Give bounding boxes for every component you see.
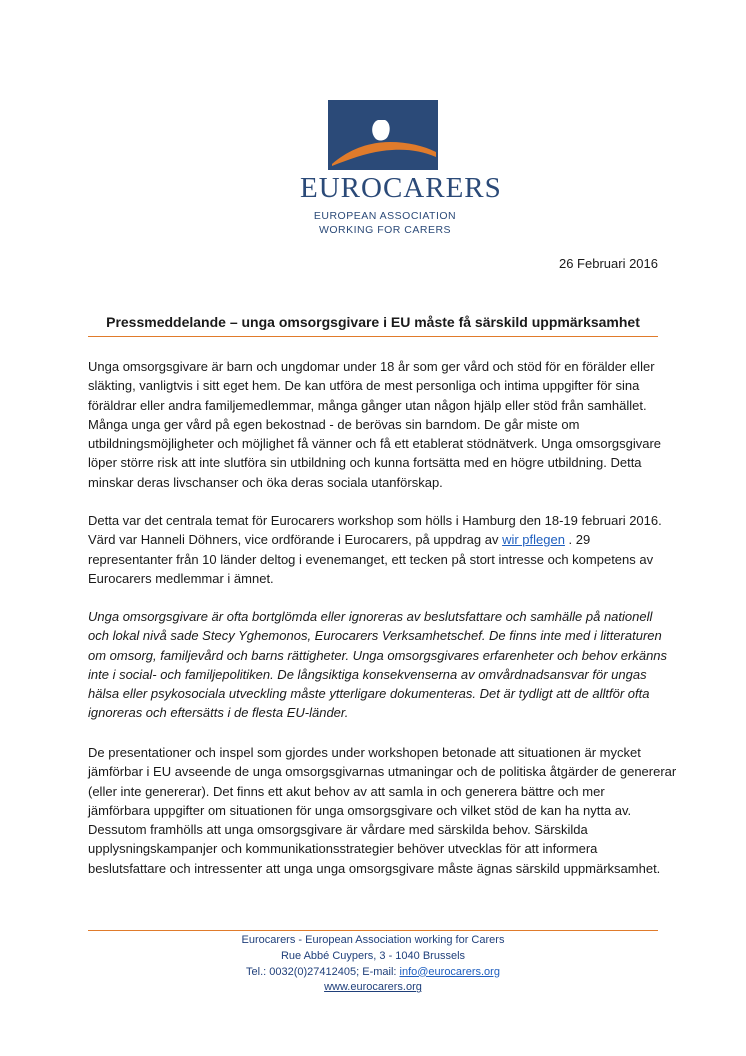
logo-white-head <box>372 120 390 140</box>
footer-phone: Tel.: 0032(0)27412405; E-mail: <box>246 965 400 978</box>
paragraph-line: om omsorg, familjevård och barns rättigheter. Unga omsorgsgivares erfarenheter och behov erkänns <box>88 647 668 663</box>
paragraph-line: Detta var det centrala temat för Eurocarers workshop som hölls i Hamburg den 18-19 februari 2016. <box>88 513 662 528</box>
eurocarers-logo <box>300 100 502 240</box>
paragraph-text: Värd var Hanneli Döhners, vice ordförande i Eurocarers, på uppdrag av <box>88 532 503 548</box>
paragraph-text: . 29 <box>564 532 591 548</box>
website-link[interactable]: www.eurocarers.org <box>324 981 422 994</box>
paragraph-line: Dessutom framhölls att unga omsorgsgivare är vårdare med särskilda behov. Särskilda <box>88 822 588 838</box>
logo-tagline-2: WORKING FOR CARERS <box>318 224 452 236</box>
paragraph-line: Många unga ger vård på egen bekostnad - de berövas sin barndom. De går miste om <box>88 416 580 432</box>
wir-pflegen-link[interactable]: wir pflegen <box>502 532 565 548</box>
paragraph-line: upplysningskampanjer och kommunikationsstrategier behöver utvecklas för att informera <box>88 841 598 857</box>
email-link[interactable]: info@eurocarers.org <box>399 965 500 978</box>
paragraph-line: minskar deras livschanser och öka deras sociala utanförskap. <box>88 474 443 490</box>
paragraph-1 <box>88 357 662 492</box>
paragraph-line: Unga omsorgsgivare är ofta bortglömda eller ignoreras av beslutsfattare och samhälle på nationell <box>88 609 653 624</box>
paragraph-line: utbildningsmöjligheter och möjlighet få vänner och få ett etablerat stödnätverk. Unga omsorgsgivare <box>88 436 662 452</box>
footer <box>88 933 658 996</box>
footer-contact <box>88 965 658 981</box>
paragraph-line: Unga omsorgsgivare är barn och ungdomar under 18 år som ger vård och stöd för en förälder eller <box>88 359 655 374</box>
title-divider <box>88 336 658 337</box>
logo-wordmark: EUROCARERS <box>300 172 502 204</box>
paragraph-line: (eller inte genererar). Det finns ett akut behov av att samla in och generera bättre och mer <box>88 783 605 799</box>
paragraph-line: och lokal nivå sade Stecy Yghemonos, Eurocarers Verksamhetschef. De finns inte med i litteraturen <box>88 628 662 644</box>
press-date: 26 Februari 2016 <box>558 256 658 271</box>
paragraph-2 <box>88 511 662 588</box>
paragraph-line: jämförbara uppgifter om situationen för unga omsorgsgivare och vilket stöd de kan ha nytta av. <box>88 802 632 818</box>
footer-divider <box>88 930 658 931</box>
paragraph-3-quote <box>88 607 668 723</box>
paragraph-line: representanter från 10 länder deltog i evenemanget, ett tecken på stort intresse och kompetens av <box>88 551 654 567</box>
paragraph-line: släkting, vanligtvis i sitt eget hem. De kan utföra de mest personliga och intima uppgifter för sina <box>88 378 640 394</box>
paragraph-4 <box>88 743 677 878</box>
eurocarers-logo-mark-icon <box>328 100 438 170</box>
paragraph-line: föräldrar eller andra familjemedlemmar, många gånger utan någon hjälp eller stöd från samhället. <box>88 397 647 413</box>
logo-tagline-1: EUROPEAN ASSOCIATION <box>313 210 457 222</box>
paragraph-line: löper större risk att inte slutföra sin utbildning och kunna fortsätta med en högre utbildning. Detta <box>88 455 642 471</box>
footer-website-line <box>88 980 658 996</box>
paragraph-line: inte i social- och familjepolitiken. De långsiktiga konsekvenserna av omvårdnadsansvar för ungas <box>88 666 647 682</box>
paragraph-line: ignoreras och eftersätts i de flesta EU-länder. <box>88 705 349 721</box>
paragraph-line <box>88 530 658 549</box>
paragraph-line: beslutsfattare och intressenter att unga unga omsorgsgivare måste ägnas särskild uppmärksamhet. <box>88 860 661 876</box>
paragraph-line: De presentationer och inspel som gjordes under workshopen betonade att situationen är mycket <box>88 745 641 760</box>
press-release-title: Pressmeddelande – unga omsorgsgivare i EU måste få särskild uppmärksamhet <box>106 314 640 330</box>
paragraph-line: hälsa eller psykosociala utveckling måste ytterligare dokumenteras. Det är tydligt att de alltför ofta <box>88 686 650 702</box>
footer-address: Rue Abbé Cuypers, 3 - 1040 Brussels <box>280 949 466 962</box>
paragraph-line: jämförbar i EU avseende de unga omsorgsgivarnas utmaningar och de politiska åtgärder de genererar <box>88 764 677 780</box>
footer-organisation: Eurocarers - European Association working for Carers <box>241 934 505 946</box>
paragraph-line: Eurocarers medlemmar i ämnet. <box>88 570 274 586</box>
